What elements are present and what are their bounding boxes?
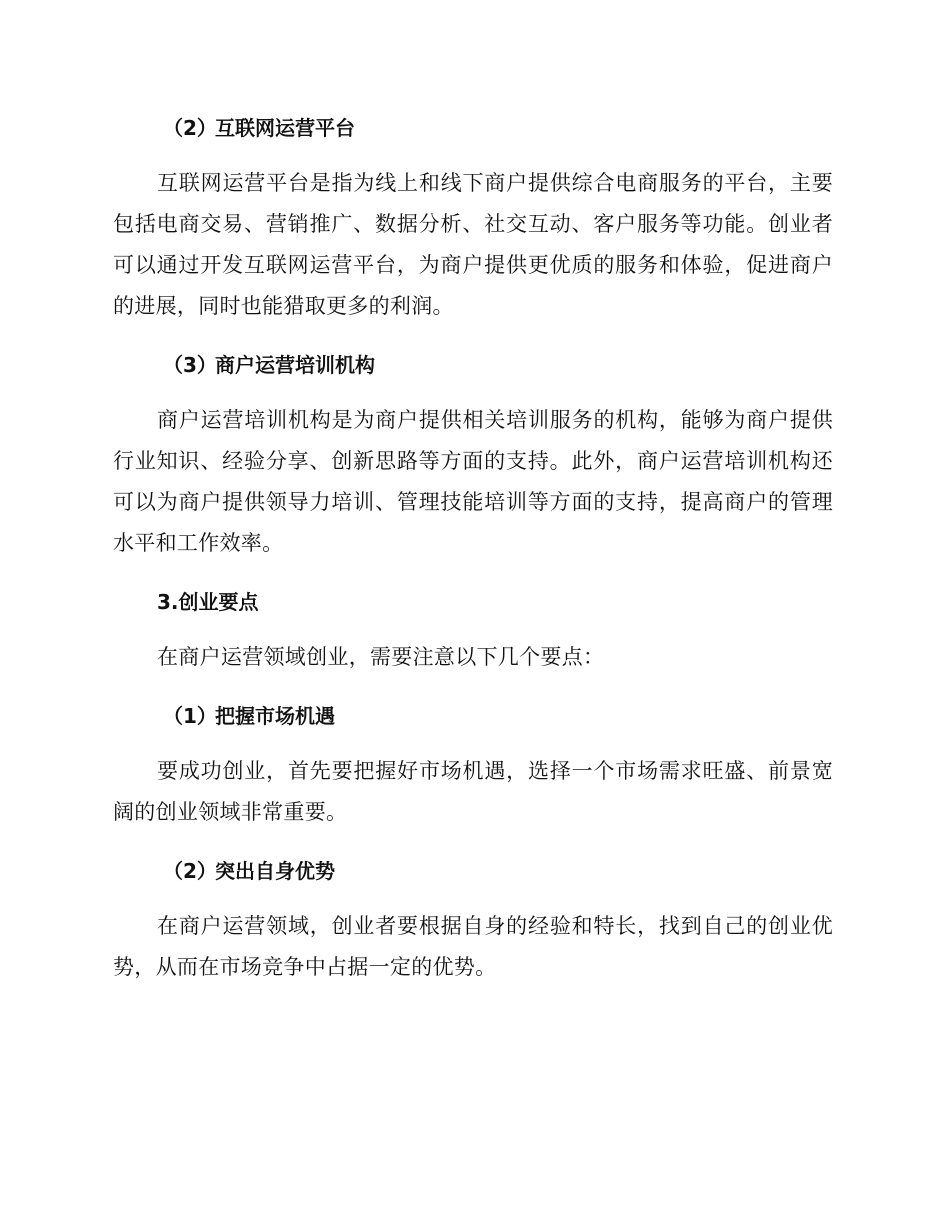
heading-text: 商户运营培训机构 bbox=[215, 353, 375, 377]
document-body bbox=[113, 108, 833, 988]
heading-text: 突出自身优势 bbox=[215, 859, 335, 883]
section-heading-key-points: 3.创业要点 bbox=[157, 590, 259, 614]
paragraph-key-points-intro: 在商户运营领域创业，需要注意以下几个要点： bbox=[157, 645, 605, 669]
section-heading-training-institution bbox=[113, 345, 833, 385]
heading-text: 把握市场机遇 bbox=[215, 704, 335, 728]
point-heading-market-opportunity bbox=[113, 696, 833, 736]
paragraph-internet-platform: 互联网运营平台是指为线上和线下商户提供综合电商服务的平台，主要包括电商交易、营销推广、数据分析、社交互动、客户服务等功能。创业者可以通过开发互联网运营平台，为商户提供更优质的服务和体验，促进商户的进展，同时也能猎取更多的利润。 bbox=[113, 171, 833, 318]
point-heading-own-advantage bbox=[113, 851, 833, 891]
heading-number: （3） bbox=[163, 353, 217, 377]
heading-number: （1） bbox=[163, 704, 217, 728]
paragraph-own-advantage: 在商户运营领域，创业者要根据自身的经验和特长，找到自己的创业优势，从而在市场竞争中占据一定的优势。 bbox=[113, 914, 833, 979]
paragraph-market-opportunity: 要成功创业，首先要把握好市场机遇，选择一个市场需求旺盛、前景宽阔的创业领域非常重要。 bbox=[113, 759, 833, 824]
section-heading-internet-platform bbox=[113, 108, 833, 148]
paragraph-training-institution: 商户运营培训机构是为商户提供相关培训服务的机构，能够为商户提供行业知识、经验分享、创新思路等方面的支持。此外，商户运营培训机构还可以为商户提供领导力培训、管理技能培训等方面的支持，提高商户的管理水平和工作效率。 bbox=[113, 408, 833, 555]
heading-number: （2） bbox=[163, 116, 217, 140]
heading-text: 互联网运营平台 bbox=[215, 116, 355, 140]
heading-number: （2） bbox=[163, 859, 217, 883]
